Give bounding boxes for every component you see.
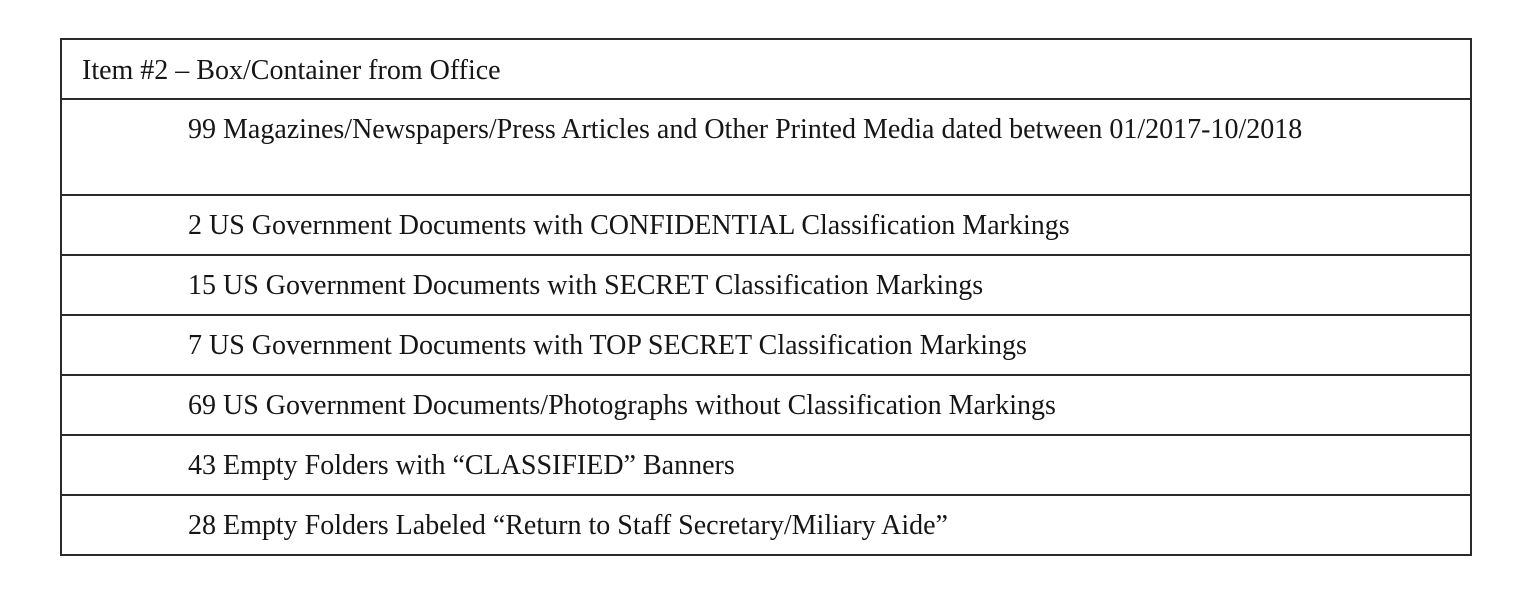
table-row-text: 15 US Government Documents with SECRET Classification Markings [188,270,984,301]
table-row [62,254,1470,314]
table-row [62,98,1470,194]
table-row [62,314,1470,374]
table-row [62,194,1470,254]
table-row [62,374,1470,434]
table-row [62,434,1470,494]
table-row-text: 28 Empty Folders Labeled “Return to Staff Secretary/Miliary Aide” [188,510,948,541]
table-row-text: 2 US Government Documents with CONFIDENTIAL Classification Markings [188,210,1070,241]
table-header-row [62,40,1470,98]
table-header-text: Item #2 – Box/Container from Office [82,55,501,86]
table-row-text: 69 US Government Documents/Photographs without Classification Markings [188,390,1056,421]
table-row [62,494,1470,554]
table-row-text: 43 Empty Folders with “CLASSIFIED” Banners [188,450,735,481]
inventory-table [60,38,1472,556]
table-row-text: 99 Magazines/Newspapers/Press Articles and Other Printed Media dated between 01/2017-10/2018 [188,114,1303,145]
table-row-text: 7 US Government Documents with TOP SECRET Classification Markings [188,330,1027,361]
